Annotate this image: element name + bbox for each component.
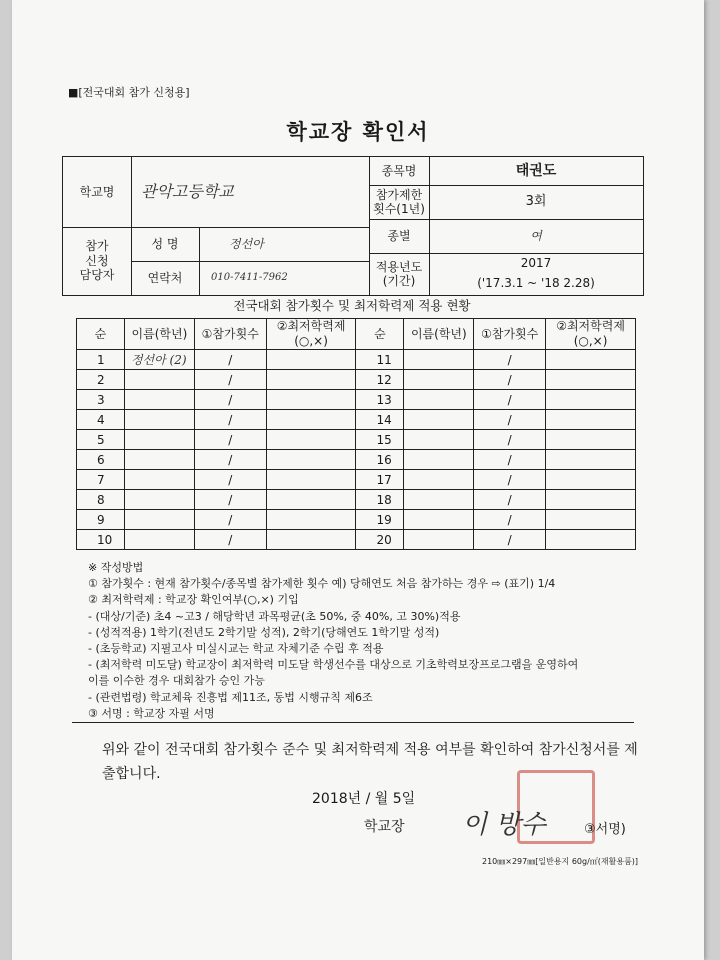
participation-count: / [474,470,546,490]
participation-count: / [474,510,546,530]
participation-count: / [194,490,266,510]
row-no: 16 [356,450,404,470]
contact-label: 연락처 [147,270,183,285]
row-no: 18 [356,490,404,510]
application-year-label: 적용년도 (기간) [375,259,423,288]
col-header-min-grade-2: ②최저학력제 (○,×) [546,319,636,350]
participants-table [76,318,636,550]
participant-name [404,430,474,450]
instruction-line: - (관련법령) 학교체육 진흥법 제11조, 동법 시행규칙 제6조 [88,690,373,704]
table-row [77,510,636,530]
row-no: 2 [77,370,125,390]
principal-signature: 이 방수 [462,810,546,840]
instruction-line: ③ 서명 : 학교장 자필 서명 [88,706,215,720]
participant-name [124,470,194,490]
participation-count: / [194,450,266,470]
min-grade-status [546,450,636,470]
min-grade-status [546,390,636,410]
col-header-name-2: 이름(학년) [404,319,474,350]
participation-count: / [194,430,266,450]
min-grade-status [546,470,636,490]
row-no: 4 [77,410,125,430]
table-header-row [77,319,636,350]
participation-count: / [194,390,266,410]
table-row [77,450,636,470]
min-grade-status [266,510,356,530]
participation-count: / [194,510,266,530]
participant-name [404,370,474,390]
paper-spec-footer: 210㎜×297㎜[일반용지 60g/㎡(재활용품)] [482,857,639,866]
participant-name [404,490,474,510]
participant-name [404,530,474,550]
min-grade-status [266,490,356,510]
instruction-line: ① 참가횟수 : 현재 참가횟수/종목별 참가제한 횟수 예) 당해연도 처음 참가하는 경우 ⇨ (표기) 1/4 [88,577,556,591]
application-year-value: 2017 [520,255,552,270]
participant-name [404,350,474,370]
participation-count: / [194,350,266,370]
instruction-line: ※ 작성방법 [88,561,144,574]
participation-count: / [194,470,266,490]
sport-value: 태권도 [515,162,557,179]
gender-label: 종별 [387,228,411,243]
row-no: 7 [77,470,125,490]
principal-label: 학교장 [364,819,405,835]
min-grade-status [266,350,356,370]
school-name-value: 관악고등학교 [141,182,234,202]
manager-name-value: 정선아 [229,236,264,251]
participant-name [124,530,194,550]
min-grade-status [266,470,356,490]
min-grade-status [266,530,356,550]
contact-value: 010-7411-7962 [211,272,288,283]
min-grade-status [546,490,636,510]
instruction-line: - (성적적용) 1학기(전년도 2학기말 성적), 2학기(당해연도 1학기말 성적) [88,625,440,639]
instruction-line: - (초등학교) 지필고사 미실시교는 학교 자체기준 수립 후 적용 [88,642,384,656]
participant-name [404,510,474,530]
min-grade-status [546,430,636,450]
min-grade-status [546,510,636,530]
row-no: 9 [77,510,125,530]
participation-count: / [474,530,546,550]
participant-name [404,410,474,430]
instruction-line: ② 최저학력제 : 학교장 확인여부(○,×) 기입 [88,593,299,607]
participation-limit-value: 3회 [525,194,547,210]
row-no: 1 [77,350,125,370]
table-row [77,390,636,410]
manager-name-label: 성 명 [151,236,179,251]
min-grade-status [546,410,636,430]
row-no: 13 [356,390,404,410]
min-grade-status [266,370,356,390]
participant-name [124,450,194,470]
row-no: 20 [356,530,404,550]
participant-name [124,430,194,450]
document-page [12,0,704,960]
col-header-count-2: ①참가횟수 [474,319,546,350]
participant-name [124,510,194,530]
participation-limit-label: 참가제한 횟수(1년) [373,187,425,216]
participation-count: / [194,530,266,550]
row-no: 8 [77,490,125,510]
school-info-table [62,156,644,296]
participant-name [404,390,474,410]
col-header-count-1: ①참가횟수 [194,319,266,350]
row-no: 12 [356,370,404,390]
divider [72,722,634,723]
participation-count: / [474,350,546,370]
form-usage-label: ■[전국대회 참가 신청용] [68,86,190,99]
min-grade-status [266,410,356,430]
table-row [77,350,636,370]
row-no: 6 [77,450,125,470]
participant-name [124,490,194,510]
min-grade-status [546,370,636,390]
row-no: 10 [77,530,125,550]
applicant-manager-label: 참가 신청 담당자 [79,239,115,283]
instructions [88,560,648,722]
participation-count: / [474,390,546,410]
submission-date: 2018년 / 월 5일 [312,791,416,807]
min-grade-status [546,350,636,370]
table-row [77,490,636,510]
gender-value: 여 [530,228,542,243]
participation-count: / [474,430,546,450]
participant-name: 정선아 (2) [124,350,194,370]
sport-label: 종목명 [381,163,417,178]
participation-count: / [474,490,546,510]
min-grade-status [266,450,356,470]
participant-name [404,470,474,490]
col-header-name-1: 이름(학년) [124,319,194,350]
row-no: 11 [356,350,404,370]
table-row [77,430,636,450]
row-no: 3 [77,390,125,410]
school-name-label: 학교명 [79,184,115,199]
min-grade-status [266,430,356,450]
table-row [77,370,636,390]
row-no: 14 [356,410,404,430]
instruction-line: - (대상/기준) 초4 ~고3 / 해당학년 과목평균(초 50%, 중 40%, 고 30%)적용 [88,609,461,623]
section-title: 전국대회 참가횟수 및 최저학력제 적용 현황 [233,298,471,313]
instruction-line: 이를 이수한 경우 대회참가 승인 가능 [88,674,265,688]
document-title: 학교장 확인서 [286,120,430,144]
min-grade-status [266,390,356,410]
participation-count: / [194,410,266,430]
table-row [77,470,636,490]
row-no: 15 [356,430,404,450]
row-no: 19 [356,510,404,530]
col-header-no-2: 순 [356,319,404,350]
application-period-value: ('17.3.1 ~ '18 2.28) [477,275,595,290]
confirmation-statement: 위와 같이 전국대회 참가횟수 준수 및 최저학력제 적용 여부를 확인하여 참가신청서를 제출합니다. [102,742,638,782]
min-grade-status [546,530,636,550]
participant-name [124,370,194,390]
participant-name [124,410,194,430]
col-header-no-1: 순 [77,319,125,350]
instruction-line: - (최저학력 미도달) 학교장이 최저학력 미도달 학생선수를 대상으로 기초학력보장프로그램을 운영하여 [88,658,579,672]
table-row [77,530,636,550]
row-no: 17 [356,470,404,490]
participation-count: / [474,450,546,470]
signature-suffix: ③서명) [584,822,626,837]
participant-name [124,390,194,410]
participation-count: / [194,370,266,390]
participation-count: / [474,370,546,390]
participant-name [404,450,474,470]
row-no: 5 [77,430,125,450]
table-row [77,410,636,430]
col-header-min-grade-1: ②최저학력제 (○,×) [266,319,356,350]
participation-count: / [474,410,546,430]
